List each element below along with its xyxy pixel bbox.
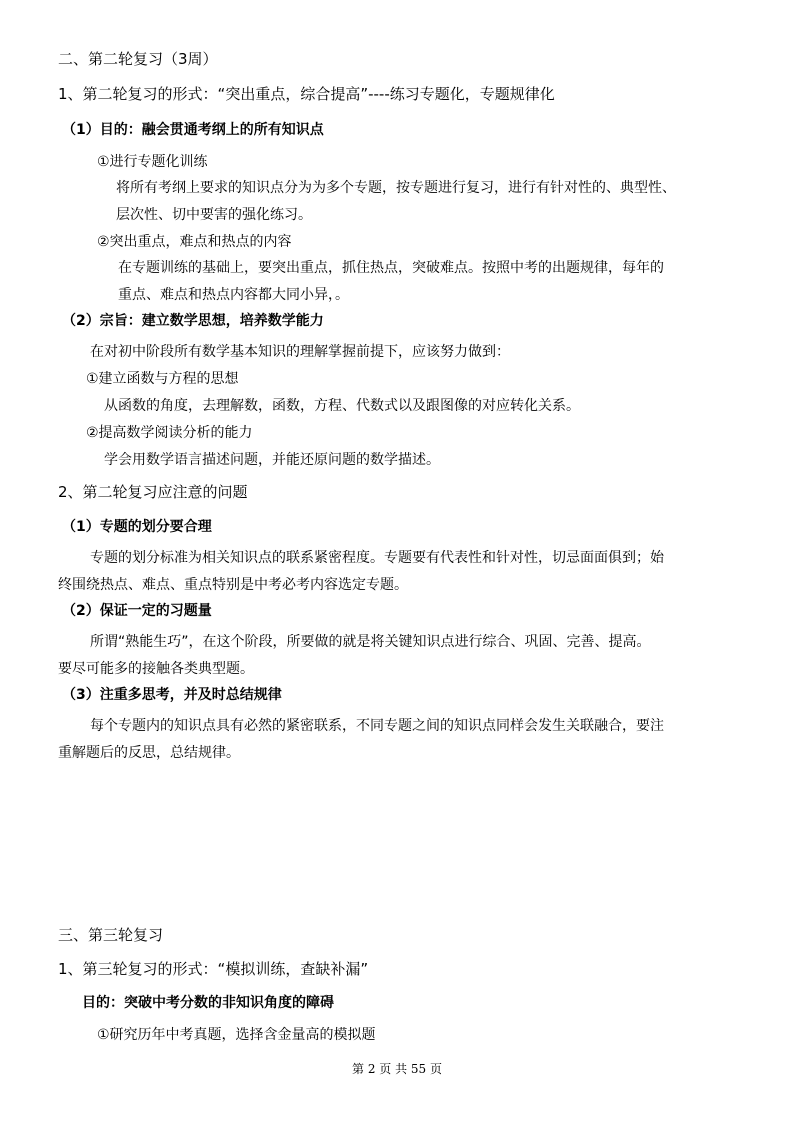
subsection-heading: 2、第二轮复习应注意的问题 <box>58 483 248 501</box>
subsection-heading: 1、第二轮复习的形式：“突出重点，综合提高”----练习专题化，专题规律化 <box>58 85 555 103</box>
body-text: 学会用数学语言描述问题，并能还原问题的数学描述。 <box>104 452 440 468</box>
page-footer: 第 2 页 共 55 页 <box>352 1062 442 1076</box>
body-text: 重解题后的反思，总结规律。 <box>58 745 240 761</box>
list-item: ②提高数学阅读分析的能力 <box>86 425 253 441</box>
body-text: 所谓“熟能生巧”，在这个阶段，所要做的就是将关键知识点进行综合、巩固、完善、提高。 <box>90 634 651 650</box>
body-text: 每个专题内的知识点具有必然的紧密联系，不同专题之间的知识点同样会发生关联融合，要注 <box>90 718 664 734</box>
body-text: 在专题训练的基础上，要突出重点，抓住热点，突破难点。按照中考的出题规律，每年的 <box>118 260 664 276</box>
body-text: 将所有考纲上要求的知识点分为为多个专题，按专题进行复习，进行有针对性的、典型性、 <box>116 180 676 196</box>
list-item: ①建立函数与方程的思想 <box>86 371 239 387</box>
list-item: ②突出重点，难点和热点的内容 <box>97 234 292 250</box>
body-text: 要尽可能多的接触各类典型题。 <box>58 661 254 677</box>
item-heading: （2）宗旨：建立数学思想，培养数学能力 <box>62 313 324 329</box>
item-heading: （1）专题的划分要合理 <box>62 519 212 535</box>
list-item: ①研究历年中考真题，选择含金量高的模拟题 <box>97 1027 376 1043</box>
body-text: 层次性、切中要害的强化练习。 <box>116 207 312 223</box>
body-text: 专题的划分标准为相关知识点的联系紧密程度。专题要有代表性和针对性，切忌面面俱到；始 <box>90 550 664 566</box>
item-heading: （3）注重多思考，并及时总结规律 <box>62 687 282 703</box>
subsection-heading: 1、第三轮复习的形式：“模拟训练，查缺补漏” <box>58 960 369 978</box>
item-heading: （2）保证一定的习题量 <box>62 603 212 619</box>
list-item: ①进行专题化训练 <box>97 154 208 170</box>
body-text: 从函数的角度，去理解数，函数，方程、代数式以及跟图像的对应转化关系。 <box>104 398 580 414</box>
item-heading: （1）目的：融会贯通考纲上的所有知识点 <box>62 122 324 138</box>
body-text: 在对初中阶段所有数学基本知识的理解掌握前提下，应该努力做到： <box>90 344 510 360</box>
section-heading: 二、第二轮复习（3周） <box>58 50 218 68</box>
section-heading: 三、第三轮复习 <box>58 926 164 944</box>
body-text: 终围绕热点、难点、重点特别是中考必考内容选定专题。 <box>58 577 408 593</box>
item-heading: 目的：突破中考分数的非知识角度的障碍 <box>82 995 334 1011</box>
body-text: 重点、难点和热点内容都大同小异，。 <box>118 287 349 303</box>
